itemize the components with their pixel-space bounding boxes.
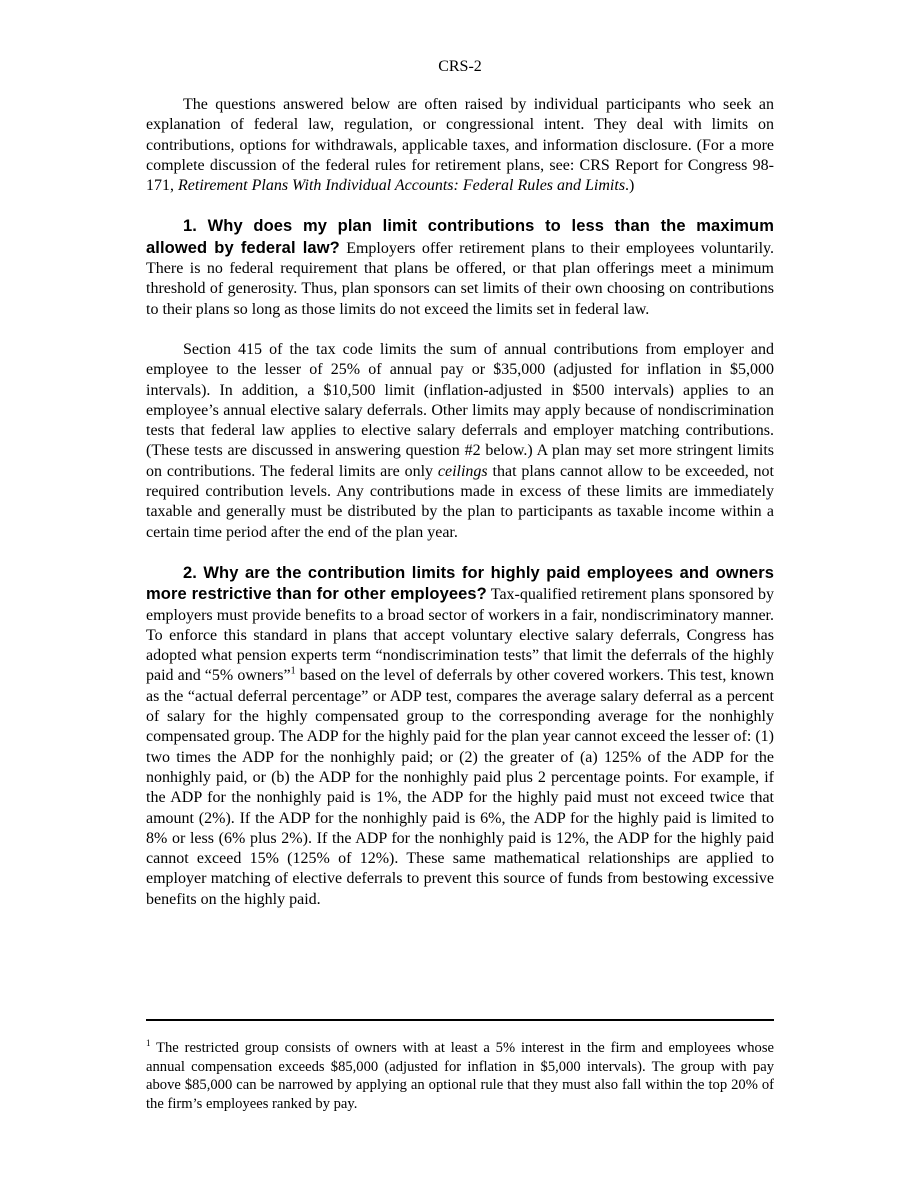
section-415-paragraph [146,340,774,543]
question-1-heading: 1. Why does my plan limit contributions to less than the maximum allowed by federal law? [146,217,774,257]
footnote-text: The restricted group consists of owners with at least a 5% interest in the firm and employees whose annual compensation exceeds $85,000 (adjusted for inflation in $5,000 intervals). The group with pay above $85,000 can be narrowed by applying an optional rule that they must also fall within the top 20% of the firm’s employees ranked by pay. [146,1040,774,1112]
section-415-text: Section 415 of the tax code limits the sum of annual contributions from employer and employee to the lesser of 25% of annual pay or $35,000 (adjusted for inflation in $5,000 intervals). In addition, a $10,500 limit (inflation-adjusted in $500 intervals) applies to an employee’s annual elective salary deferrals. Other limits may apply because of nondiscrimination tests that federal law applies to elective salary deferrals and employer matching contributions. (These tests are discussed in answering question #2 below.) A plan may set more stringent limits on contributions. The federal limits are only [146,340,774,480]
report-title: Retirement Plans With Individual Accounts: Federal Rules and Limits [178,177,626,195]
question-2-answer-end: based on the level of deferrals by other covered workers. This test, known as the “actual deferral percentage” or ADP test, compares the average salary deferral as a percent of salary for the highly compensated group to the corresponding average for the nonhighly compensated group. The ADP for the highly paid for the plan year cannot exceed the lesser of: (1) two times the ADP for the nonhighly paid; or (2) the greater of (a) 125% of the ADP for the nonhighly paid, or (b) the ADP for the nonhighly paid plus 2 percentage points. For example, if the ADP for the nonhighly paid is 1%, the ADP for the highly paid must not exceed twice that amount (2%). If the ADP for the nonhighly paid is 6%, the ADP for the highly paid is limited to 8% or less (6% plus 2%). If the ADP for the nonhighly paid is 12%, the ADP for the highly paid cannot exceed 15% (125% of 12%). These same mathematical relationships are applied to employer matching of elective deferrals to prevent this source of funds from bestowing excessive benefits on the highly paid. [146,667,775,908]
question-2-paragraph [146,563,774,910]
intro-paragraph [146,95,774,196]
question-1-paragraph [146,216,774,319]
intro-text: The questions answered below are often raised by individual participants who seek an explanation of federal law, regulation, or congressional intent. They deal with limits on contributions, options for withdrawals, applicable taxes, and information disclosure. (For a more complete discussion of the federal rules for retirement plans, see: CRS Report for Congress 98-171, [146,96,774,195]
footnote [146,1039,774,1113]
question-2-answer: Tax-qualified retirement plans sponsored by employers must provide benefits to a broad sector of workers in a fair, nondiscriminatory manner. To enforce this standard in plans that accept voluntary elective salary deferrals, Congress has adopted what pension experts term “nondiscrimination tests” that limit the deferrals of the highly paid and “5% owners” [146,586,775,685]
question-2-heading: 2. Why are the contribution limits for highly paid employees and owners more restrictive than for other employees? [146,563,774,604]
ceilings-emphasis: ceilings [437,462,488,480]
page-body [146,95,774,930]
section-415-text-end: that plans cannot allow to be exceeded, not required contribution levels. Any contributions made in excess of these limits are immediately taxable and generally must be distributed by the plan to participants as taxable income within a certain time period after the end of the plan year. [146,462,775,541]
question-1-answer: Employers offer retirement plans to their employees voluntarily. There is no federal requirement that plans be offered, or that plan offerings meet a minimum threshold of generosity. Thus, plan sponsors can set limits of their own choosing on contributions to their plans so long as those limits do not exceed the limits set in federal law. [146,239,774,318]
footnote-divider [146,1019,774,1021]
page-header: CRS-2 [438,58,482,75]
footnote-marker: 1 [146,1038,151,1049]
footnote-reference[interactable]: 1 [290,666,296,678]
intro-text-end: .) [625,177,635,195]
